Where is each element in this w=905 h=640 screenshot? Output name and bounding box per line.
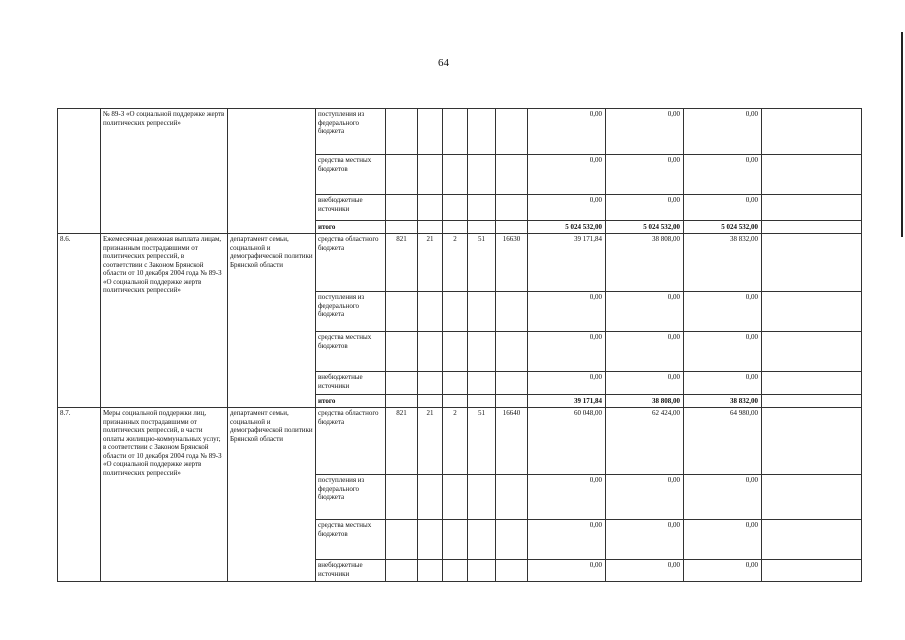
budget-code: [443, 520, 468, 560]
funding-source: поступления из федерального бюджета: [316, 109, 386, 155]
empty-cell: [762, 560, 862, 582]
amount-year-1: 0,00: [528, 332, 606, 372]
funding-source: поступления из федерального бюджета: [316, 475, 386, 520]
budget-code: 821: [386, 408, 418, 475]
executor: департамент семьи, социальной и демографической политики Брянской области: [228, 408, 316, 582]
budget-code: [468, 195, 496, 221]
amount-year-3: 0,00: [684, 155, 762, 195]
budget-code: [443, 155, 468, 195]
empty-cell: [762, 292, 862, 332]
amount-year-3: 0,00: [684, 332, 762, 372]
amount-year-2: 62 424,00: [606, 408, 684, 475]
budget-code: 2: [443, 408, 468, 475]
empty-cell: [762, 109, 862, 155]
empty-cell: [762, 221, 862, 234]
budget-code: [496, 292, 528, 332]
executor: департамент семьи, социальной и демографической политики Брянской области: [228, 234, 316, 408]
budget-code: [496, 332, 528, 372]
empty-cell: [762, 520, 862, 560]
amount-year-2: 0,00: [606, 332, 684, 372]
budget-code: [443, 195, 468, 221]
amount-year-3: 0,00: [684, 475, 762, 520]
budget-code: [468, 475, 496, 520]
budget-code: [496, 109, 528, 155]
amount-year-3: 0,00: [684, 292, 762, 332]
total-year-1: 5 024 532,00: [528, 221, 606, 234]
empty-cell: [762, 234, 862, 292]
funding-source: внебюджетные источники: [316, 560, 386, 582]
budget-code: 21: [418, 408, 443, 475]
budget-code: [386, 475, 418, 520]
amount-year-2: 0,00: [606, 292, 684, 332]
amount-year-2: 0,00: [606, 155, 684, 195]
budget-code: [468, 109, 496, 155]
amount-year-1: 0,00: [528, 475, 606, 520]
amount-year-2: 0,00: [606, 109, 684, 155]
budget-code: [386, 195, 418, 221]
budget-code: [386, 395, 418, 408]
funding-source: средства местных бюджетов: [316, 520, 386, 560]
budget-table: [57, 108, 862, 582]
row-number: 8.6.: [58, 234, 101, 408]
amount-year-1: 0,00: [528, 560, 606, 582]
budget-code: [386, 109, 418, 155]
funding-source: внебюджетные источники: [316, 372, 386, 395]
total-year-2: 38 808,00: [606, 395, 684, 408]
budget-code: 16640: [496, 408, 528, 475]
budget-code: [496, 221, 528, 234]
budget-code: [443, 475, 468, 520]
page-number: 64: [438, 57, 449, 69]
amount-year-3: 0,00: [684, 520, 762, 560]
amount-year-1: 0,00: [528, 155, 606, 195]
budget-code: [496, 560, 528, 582]
amount-year-2: 0,00: [606, 475, 684, 520]
table-row: [58, 408, 862, 475]
budget-code: [418, 155, 443, 195]
budget-code: [418, 221, 443, 234]
table-row: [58, 109, 862, 155]
budget-code: [443, 292, 468, 332]
empty-cell: [762, 395, 862, 408]
budget-code: [418, 109, 443, 155]
budget-code: [468, 372, 496, 395]
budget-code: [386, 332, 418, 372]
amount-year-3: 0,00: [684, 560, 762, 582]
budget-code: [386, 520, 418, 560]
amount-year-3: 64 980,00: [684, 408, 762, 475]
budget-code: 51: [468, 408, 496, 475]
funding-source: внебюджетные источники: [316, 195, 386, 221]
budget-code: [418, 332, 443, 372]
budget-code: [418, 195, 443, 221]
measure-name: Меры социальной поддержки лиц, признанных пострадавшими от политических репрессий, в части оплаты жилищно-коммунальных услуг, в соответствии с Законом Брянской области от 10 декабря 2004 года № 89-З «О социальной поддержке жертв политических репрессий»: [101, 408, 228, 582]
table-body: [58, 109, 862, 582]
funding-source: средства местных бюджетов: [316, 332, 386, 372]
budget-code: [496, 395, 528, 408]
budget-code: [496, 195, 528, 221]
budget-code: 51: [468, 234, 496, 292]
amount-year-3: 0,00: [684, 109, 762, 155]
funding-source: средства областного бюджета: [316, 234, 386, 292]
total-year-1: 39 171,84: [528, 395, 606, 408]
budget-code: [496, 475, 528, 520]
total-year-3: 5 024 532,00: [684, 221, 762, 234]
total-year-2: 5 024 532,00: [606, 221, 684, 234]
measure-name: № 89-З «О социальной поддержке жертв политических репрессий»: [101, 109, 228, 234]
budget-code: [443, 221, 468, 234]
budget-code: [443, 332, 468, 372]
budget-code: [468, 332, 496, 372]
row-number: 8.7.: [58, 408, 101, 582]
budget-code: [468, 221, 496, 234]
budget-code: 821: [386, 234, 418, 292]
budget-code: [443, 372, 468, 395]
executor: [228, 109, 316, 234]
budget-code: [418, 292, 443, 332]
amount-year-3: 0,00: [684, 195, 762, 221]
budget-code: [386, 560, 418, 582]
amount-year-1: 0,00: [528, 520, 606, 560]
amount-year-1: 0,00: [528, 195, 606, 221]
budget-code: [418, 560, 443, 582]
budget-code: [443, 109, 468, 155]
amount-year-3: 0,00: [684, 372, 762, 395]
budget-code: 21: [418, 234, 443, 292]
total-year-3: 38 832,00: [684, 395, 762, 408]
budget-code: [496, 372, 528, 395]
empty-cell: [762, 332, 862, 372]
budget-code: [418, 520, 443, 560]
empty-cell: [762, 372, 862, 395]
amount-year-1: 0,00: [528, 109, 606, 155]
empty-cell: [762, 408, 862, 475]
budget-code: [496, 155, 528, 195]
budget-code: [418, 475, 443, 520]
budget-code: [386, 292, 418, 332]
budget-code: [443, 395, 468, 408]
table-row: [58, 234, 862, 292]
budget-code: [386, 155, 418, 195]
budget-code: [468, 395, 496, 408]
amount-year-2: 0,00: [606, 195, 684, 221]
budget-code: [468, 520, 496, 560]
empty-cell: [762, 475, 862, 520]
total-label: итого: [316, 221, 386, 234]
funding-source: поступления из федерального бюджета: [316, 292, 386, 332]
measure-name: Ежемесячная денежная выплата лицам, признанным пострадавшими от политических репрессий, в соответствии с Законом Брянской области от 10 декабря 2004 года № 89-З «О социальной поддержке жертв политических репрессий»: [101, 234, 228, 408]
amount-year-1: 60 048,00: [528, 408, 606, 475]
budget-code: [468, 155, 496, 195]
amount-year-2: 0,00: [606, 560, 684, 582]
budget-code: [496, 520, 528, 560]
budget-code: 16630: [496, 234, 528, 292]
page-edge-line: [901, 32, 903, 237]
budget-code: [443, 560, 468, 582]
amount-year-1: 39 171,84: [528, 234, 606, 292]
budget-code: [418, 395, 443, 408]
funding-source: средства областного бюджета: [316, 408, 386, 475]
funding-source: средства местных бюджетов: [316, 155, 386, 195]
amount-year-3: 38 832,00: [684, 234, 762, 292]
budget-code: 2: [443, 234, 468, 292]
amount-year-2: 38 808,00: [606, 234, 684, 292]
amount-year-2: 0,00: [606, 520, 684, 560]
budget-code: [386, 372, 418, 395]
budget-code: [468, 292, 496, 332]
amount-year-2: 0,00: [606, 372, 684, 395]
amount-year-1: 0,00: [528, 292, 606, 332]
amount-year-1: 0,00: [528, 372, 606, 395]
empty-cell: [762, 195, 862, 221]
row-number: [58, 109, 101, 234]
budget-code: [418, 372, 443, 395]
empty-cell: [762, 155, 862, 195]
budget-code: [468, 560, 496, 582]
budget-code: [386, 221, 418, 234]
total-label: итого: [316, 395, 386, 408]
